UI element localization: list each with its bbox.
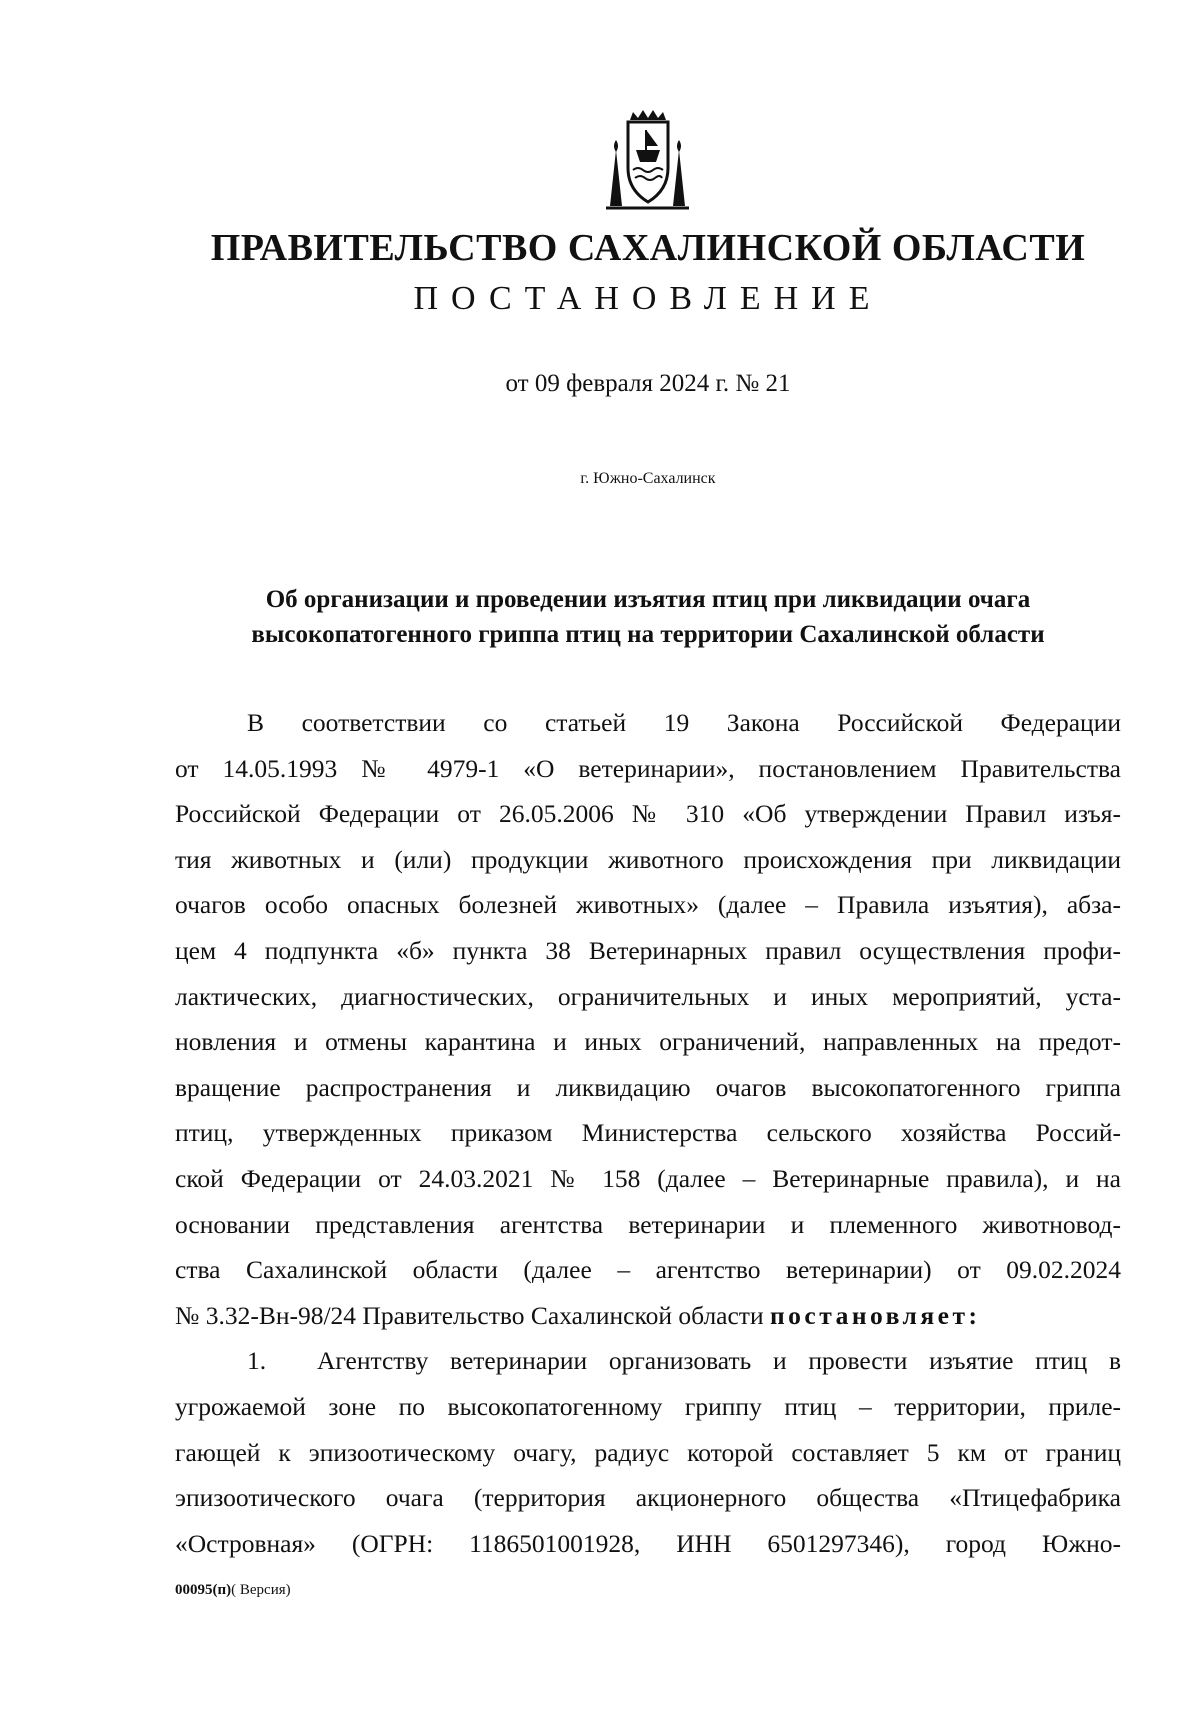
preamble-last-text: № 3.32-Вн-98/24 Правительство Сахалинской области (175, 1300, 764, 1330)
subject-line: высокопатогенного гриппа птиц на территории Сахалинской области (251, 621, 1045, 648)
document-subject (175, 582, 1121, 652)
footer-document-code (175, 1582, 291, 1599)
preamble-line: основании представления агентства ветеринарии и племенного животновод- (175, 1209, 1121, 1239)
preamble-line: новления и отмены карантина и иных ограничений, направленных на предот- (175, 1027, 1121, 1057)
footer-version: ( Версия) (231, 1582, 291, 1598)
preamble-line: ства Сахалинской области (далее – агентство ветеринарии) от 09.02.2024 (175, 1255, 1121, 1285)
footer-code: 00095(п) (175, 1582, 232, 1598)
preamble-line: ской Федерации от 24.03.2021 № 158 (далее – Ветеринарные правила), и на (175, 1163, 1121, 1193)
preamble-line: птиц, утвержденных приказом Министерства сельского хозяйства Россий- (175, 1118, 1121, 1148)
preamble-last-line (175, 1293, 1121, 1339)
item-1-line: эпизоотического очага (территория акционерного общества «Птицефабрика (175, 1483, 1121, 1513)
item-1-first-line (175, 1338, 1121, 1384)
resolves-keyword: постановляет: (769, 1300, 981, 1330)
preamble-line: цем 4 подпункта «б» пункта 38 Ветеринарных правил осуществления профи- (175, 935, 1121, 965)
item-1-line: гающей к эпизоотическому очагу, радиус которой составляет 5 км от границ (175, 1437, 1121, 1467)
preamble-line: от 14.05.1993 № 4979-1 «О ветеринарии», постановлением Правительства (175, 753, 1121, 783)
item-1-line: угрожаемой зоне по высокопатогенному гриппу птиц – территории, приле- (175, 1391, 1121, 1421)
document-body (175, 700, 1121, 1566)
document-city: г. Южно-Сахалинск (580, 470, 716, 487)
item-1-text: Агентству ветеринарии организовать и провести изъятие птиц в (317, 1346, 1121, 1376)
subject-line: Об организации и проведении изъятия птиц при ликвидации очага (265, 586, 1031, 613)
document-date-number: от 09 февраля 2024 г. № 21 (505, 370, 791, 397)
item-number: 1. (247, 1346, 267, 1376)
preamble-line: Российской Федерации от 26.05.2006 № 310 «Об утверждении Правил изъя- (175, 799, 1121, 829)
preamble-line: лактических, диагностических, ограничительных и иных мероприятий, уста- (175, 981, 1121, 1011)
preamble-line: очагов особо опасных болезней животных» (далее – Правила изъятия), абза- (175, 890, 1121, 920)
item-1-line: «Островная» (ОГРН: 1186501001928, ИНН 6501297346), город Южно- (175, 1528, 1121, 1558)
document-type: ПОСТАНОВЛЕНИЕ (413, 280, 883, 317)
preamble-line: В соответствии со статьей 19 Закона Российской Федерации (247, 708, 1121, 737)
preamble-line: вращение распространения и ликвидацию очагов высокопатогенного гриппа (175, 1072, 1121, 1102)
coat-of-arms-icon (600, 110, 695, 210)
government-title: ПРАВИТЕЛЬСТВО САХАЛИНСКОЙ ОБЛАСТИ (210, 227, 1086, 269)
preamble-line: тия животных и (или) продукции животного происхождения при ликвидации (175, 844, 1121, 874)
